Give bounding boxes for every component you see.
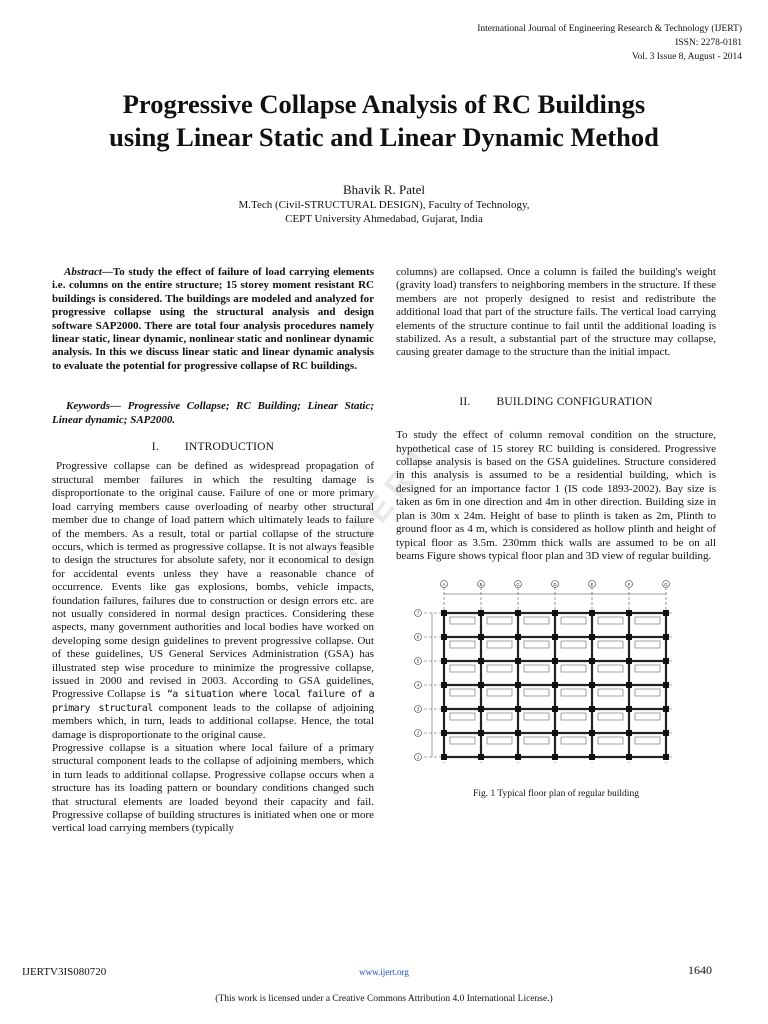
column-section <box>589 682 595 688</box>
column-section <box>589 634 595 640</box>
column-section <box>478 706 484 712</box>
column-section <box>478 610 484 616</box>
watermark: IJERT <box>330 433 445 565</box>
column-section <box>515 730 521 736</box>
column-section <box>515 754 521 760</box>
column-section <box>515 610 521 616</box>
slab-label-box <box>561 617 586 624</box>
column-section <box>589 754 595 760</box>
column-section <box>515 658 521 664</box>
column-section <box>626 682 632 688</box>
column-section <box>663 706 669 712</box>
section-heading-building-configuration <box>396 396 716 409</box>
column-section <box>441 706 447 712</box>
journal-volume: Vol. 3 Issue 8, August - 2014 <box>631 52 742 62</box>
title-line-1: Progressive Collapse Analysis of RC Buildings <box>122 89 646 119</box>
column-section <box>441 610 447 616</box>
grid-row-label: 1 <box>416 754 420 760</box>
abstract-label: Abstract <box>64 266 102 278</box>
column-section <box>552 610 558 616</box>
column-section <box>552 706 558 712</box>
grid-column-label: F <box>627 582 631 588</box>
slab-label-box <box>635 641 660 648</box>
column-section <box>515 634 521 640</box>
column-section <box>441 658 447 664</box>
column-section <box>441 730 447 736</box>
column-section <box>663 634 669 640</box>
section-number: II. <box>459 395 471 408</box>
grid-row-label: 6 <box>416 634 420 640</box>
grid-column-label: B <box>479 582 483 588</box>
column-section <box>552 634 558 640</box>
slab-label-box <box>635 689 660 696</box>
column-section <box>663 682 669 688</box>
slab-label-box <box>487 737 512 744</box>
slab-label-box <box>450 617 475 624</box>
column-section <box>589 658 595 664</box>
column-section <box>552 658 558 664</box>
slab-label-box <box>561 689 586 696</box>
column-section <box>478 682 484 688</box>
intro-paragraph-2: Progressive collapse is a situation where local failure of a primary structural component leads to the collapse of adjoining members, which in turn leads to additional collapse. Progressive collapse occurs when a structure has its loading pattern or boundary conditions changed such that structural elements are loaded beyond their capacity and fail. Progressive collapse of building structures is initiated when one or more vertical load carrying members (typically <box>52 742 374 835</box>
slab-label-box <box>450 665 475 672</box>
column-section <box>589 610 595 616</box>
floor-plan-drawing <box>412 579 702 784</box>
column-section <box>478 658 484 664</box>
slab-label-box <box>635 737 660 744</box>
column-section <box>626 658 632 664</box>
author-block <box>84 182 684 226</box>
slab-label-box <box>635 713 660 720</box>
section-title: INTRODUCTION <box>184 441 275 454</box>
column-section <box>663 610 669 616</box>
column-section <box>515 706 521 712</box>
slab-label-box <box>487 641 512 648</box>
abstract-dash: — <box>101 266 113 278</box>
slab-label-box <box>450 689 475 696</box>
left-column <box>52 266 374 836</box>
column-section <box>626 706 632 712</box>
floor-plan-figure <box>412 579 702 784</box>
section-title: BUILDING CONFIGURATION <box>496 395 653 408</box>
grid-column-label: A <box>442 582 446 588</box>
column-section <box>626 634 632 640</box>
slab-label-box <box>487 617 512 624</box>
slab-label-box <box>524 617 549 624</box>
slab-label-box <box>561 737 586 744</box>
column-section <box>626 754 632 760</box>
column-section <box>663 658 669 664</box>
slab-label-box <box>561 641 586 648</box>
grid-column-label: E <box>590 582 594 588</box>
column-section <box>663 730 669 736</box>
column-section <box>441 682 447 688</box>
paper-title <box>30 88 738 154</box>
slab-label-box <box>635 617 660 624</box>
slab-label-box <box>524 713 549 720</box>
journal-issn: ISSN: 2278-0181 <box>675 38 742 48</box>
slab-label-box <box>487 689 512 696</box>
column-section <box>478 730 484 736</box>
grid-column-label: G <box>664 582 668 588</box>
journal-name: International Journal of Engineering Research & Technology (IJERT) <box>477 24 742 34</box>
intro-paragraph-continued: columns) are collapsed. Once a column is failed the building's weight (gravity load) transfers to neighboring members in the structure. If these members are not properly designed to resist and redistribute the additional load that part of the structure fails. The vertical load carrying elements of the structure continue to fail until the additional loading is stabilized. As a result, a substantial part of the structure may collapse, causing greater damage to the structure than the initial impact. <box>396 266 716 359</box>
column-section <box>515 682 521 688</box>
grid-row-label: 4 <box>416 682 420 688</box>
intro-paragraph-1 <box>52 460 374 742</box>
grid-row-label: 2 <box>416 730 420 736</box>
slab-label-box <box>450 737 475 744</box>
abstract <box>52 266 374 373</box>
author-affiliation-2: CEPT University Ahmedabad, Gujarat, India <box>285 213 483 225</box>
slab-label-box <box>598 617 623 624</box>
abstract-text: To study the effect of failure of load carrying elements i.e. columns on the entire structure; 15 storey moment resistant RC buildings is considered. The buildings are modeled and analyzed for progressive collapse using the structural analysis and design software SAP2000. There are total four analysis procedures namely linear static, linear dynamic, nonlinear static and nonlinear dynamic analysis. In this we discuss linear static and linear dynamic analysis to evaluate the potential for progressive collapse of RC buildings. <box>52 266 374 372</box>
footer-paper-id: IJERTV3IS080720 <box>22 966 107 978</box>
building-config-paragraph: To study the effect of column removal condition on the structure, hypothetical case of 15 storey RC building is considered. Progressive collapse analysis is based on the GSA guidelines. Structure considered in this analysis is assumed to be a residential building, which is designed for an importance factor 1 (IS code 1893-2002). Bay size is taken as 6m in one direction and 4m in other direction. Building size in plan is 30m x 24m. Height of base to plinth is taken as 2m, Plinth to ground floor as 4 m, which is considered as hollow plinth and height of typical floor as 3.5m. 230mm thick walls are assumed to be on all beams Figure shows typical floor plan and 3D view of regular building. <box>396 429 716 562</box>
section-number: I. <box>151 441 159 454</box>
grid-row-label: 3 <box>416 706 420 712</box>
footer-url-link[interactable]: www.ijert.org <box>359 967 409 977</box>
column-section <box>589 706 595 712</box>
right-column <box>396 266 716 802</box>
slab-label-box <box>524 665 549 672</box>
section-heading-introduction <box>52 441 374 454</box>
column-section <box>478 634 484 640</box>
slab-label-box <box>598 713 623 720</box>
column-section <box>626 610 632 616</box>
column-section <box>626 730 632 736</box>
column-section <box>552 754 558 760</box>
slab-label-box <box>561 713 586 720</box>
intro-text-1: Progressive collapse can be defined as widespread propagation of structural member failures in which the resulting damage is disproportionate to the original cause. Failure of one or more primary load carrying members cause overloading of nearby other structural member due to change of load pattern which ultimately leads to failure of the members. As a result, total or partial collapse of the structure occurs, which is termed as progressive collapse. It is not always feasible to design the structures for absolute safety, nor it economical to design for accidental events unless they have a reasonable chance of occurrence. Events like gas explosions, bombs, vehicle impacts, foundation failures, failures due to construction or design errors etc. are not usually considered in normal design practices. Considering these aspects, many government authorities and local bodies have worked on developing some design guidelines to prevent progressive collapse. Out of these guidelines, US General Services Administration (GSA) has illustrated step wise procedure to minimize the progressive collapse, issued in 2000 and revised in 2003. According to GSA guidelines, Progressive Collapse <box>52 460 374 701</box>
column-section <box>552 682 558 688</box>
license-notice: (This work is licensed under a Creative Commons Attribution 4.0 International License.) <box>215 994 553 1004</box>
slab-label-box <box>598 665 623 672</box>
grid-row-label: 5 <box>416 658 420 664</box>
slab-label-box <box>598 641 623 648</box>
column-section <box>552 730 558 736</box>
column-section <box>441 634 447 640</box>
slab-label-box <box>598 689 623 696</box>
figure-caption: Fig. 1 Typical floor plan of regular building <box>473 789 639 800</box>
intro-text-1-end: component leads to the collapse of adjoining members which, in turn, leads to additional collapse. Hence, the total damage is disproportionate to the original cause. <box>52 701 374 741</box>
author-name: Bhavik R. Patel <box>343 182 425 197</box>
title-line-2: using Linear Static and Linear Dynamic Method <box>109 122 659 152</box>
slab-label-box <box>561 665 586 672</box>
slab-label-box <box>635 665 660 672</box>
keywords: Keywords— Progressive Collapse; RC Building; Linear Static; Linear dynamic; SAP2000. <box>52 400 374 426</box>
slab-label-box <box>598 737 623 744</box>
slab-label-box <box>450 641 475 648</box>
intro-quote-line: is “a situation where local failure of a primary structural <box>52 689 374 714</box>
slab-label-box <box>524 737 549 744</box>
column-section <box>478 754 484 760</box>
footer-page-number: 1640 <box>688 963 712 977</box>
slab-label-box <box>524 641 549 648</box>
column-section <box>589 730 595 736</box>
grid-column-label: C <box>516 582 520 588</box>
slab-label-box <box>524 689 549 696</box>
grid-row-label: 7 <box>416 610 420 616</box>
slab-label-box <box>487 713 512 720</box>
column-section <box>663 754 669 760</box>
column-section <box>441 754 447 760</box>
journal-header <box>342 22 742 64</box>
author-affiliation-1: M.Tech (Civil-STRUCTURAL DESIGN), Faculty of Technology, <box>238 199 530 211</box>
grid-column-label: D <box>553 582 557 588</box>
slab-label-box <box>487 665 512 672</box>
slab-label-box <box>450 713 475 720</box>
